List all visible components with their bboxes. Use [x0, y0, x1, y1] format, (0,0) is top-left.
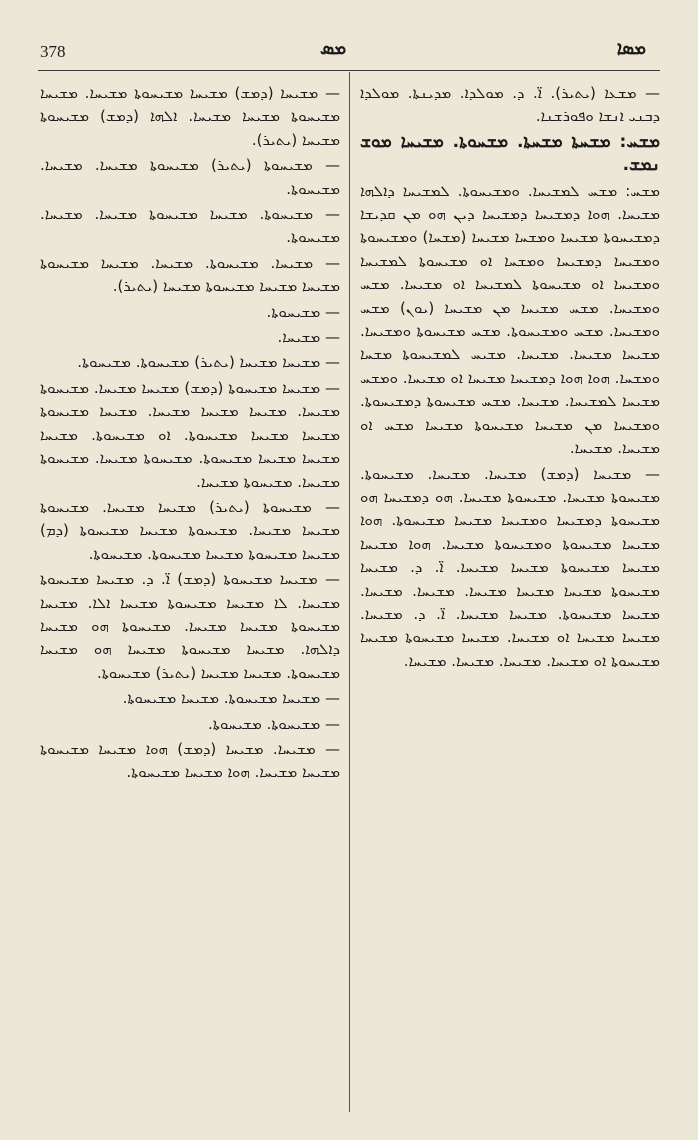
running-head-right: ܡܣܐ	[616, 38, 646, 59]
dictionary-entry: — ܡܫܝܚܐ ܡܫܝܚܘܬܐ (ܕܡܫ) ܡܫܝܚܐ ܡܫܝܚܐ. ܡܫܝܚܘܬܐ ܡܫܝܚܐ. ܡܫܝܚܐ ܡܫܝܚܐ ܡܫܝܚܐ. ܡܫܝܚܐ ܡܫܝܚܘܬܐ ܡܫܝܚܐ ܡܫܝܚܐ ܡܫܝܚܘܬܐ. ܐܘ ܡܫܝܚܘܬܐ. ܡܫܝܚܐ ܡܫܝܚܐ ܡܫܝܚܐ ܡܫܝܚܘܬܐ. ܡܫܝܚܘܬܐ ܡܫܝܚܐ. ܡܫܝܚܘܬܐ ܡܫܝܚܐ. ܡܫܝܚܘܬܐ ܡܫܝܚܐ.	[40, 378, 340, 491]
dictionary-entry: — ܡܫܝܚܘܬܐ. ܡܫܝܚܘܬܐ.	[208, 714, 340, 733]
dictionary-entry: ܡܫܚ: ܡܫܚܬܐ ܡܫܚܬܐ. ܡܫܚܘܬܐ. ܡܫܝܚܐ ܡܘܫ ܢܡܫ.	[360, 131, 660, 176]
dictionary-entry: — ܡܫܝܚܐ (ܕܡܫ) ܡܫܝܚܐ. ܡܫܝܚܐ. ܡܫܝܚܘܬܐ. ܡܫܝܚܘܬܐ ܡܫܝܚܐ. ܡܫܝܚܘܬܐ ܡܫܝܚܐ. ܗܘ ܕܡܫܝܚܐ ܗܘ ܡܫܝܚܘܬܐ ܕܡܫܝܚܐ ܘܡܫܝܚܐ ܡܫܝܚܐ ܡܫܝܚܘܬܐ. ܗܘܐ ܡܫܝܚܐ ܡܫܝܚܘܬܐ ܘܡܫܝܚܘܬܐ ܡܫܝܚܐ. ܗܘܐ ܡܫܝܚܐ ܡܫܝܚܐ ܡܫܝܚܘܬܐ ܡܫܝܚܐ ܡܫܝܚܐ. ܐ̈. ܕ. ܡܫܝܚܐ ܡܫܝܚܘܬܐ ܡܫܝܚܐ ܡܫܝܚܐ ܡܫܝܚܐ. ܡܫܝܚܐ. ܡܫܝܚܐ. ܡܫܝܚܐ ܡܫܝܚܘܬܐ. ܡܫܝܚܐ ܡܫܝܚܐ. ܐ̈. ܕ. ܡܫܝܚܐ. ܡܫܝܚܐ ܡܫܝܚܐ ܐܘ ܡܫܝܚܐ. ܡܫܝܚܐ ܡܫܝܚܘܬܐ ܡܫܝܚܐ ܡܫܝܚܘܬܐ ܐܘ ܡܫܝܚܐ. ܡܫܝܚܐ. ܡܫܝܚܐ. ܡܫܝܚܐ.	[360, 464, 660, 670]
header-rule	[38, 70, 660, 71]
left-column	[40, 82, 340, 787]
dictionary-entry: — ܡܫܝܚܘܬܐ. ܡܫܝܚܐ ܡܫܝܚܘܬܐ ܡܫܝܚܐ. ܡܫܝܚܐ. ܡܫܝܚܘܬܐ.	[40, 205, 340, 247]
column-divider	[349, 72, 350, 1112]
dictionary-entry: — ܡܫܝܚܐ. ܡܫܝܚܐ (ܕܡܫ) ܗܘܐ ܡܫܝܚܐ ܡܫܝܚܘܬܐ ܡܫܝܚܐ ܡܫܝܚܐ. ܗܘܐ ܡܫܝܚܐ ܡܫܝܚܘܬܐ.	[40, 739, 340, 782]
right-column	[360, 82, 660, 675]
dictionary-entry: — ܡܫܝܚܐ.	[277, 328, 340, 347]
dictionary-entry: — ܡܫܝܚܐ (ܕܡܫ) ܡܫܝܚܐ ܡܫܝܚܘܬܐ ܡܫܝܚܐ. ܡܫܝܚܐ ܡܫܝܚܘܬܐ ܡܫܝܚܐ ܡܫܝܚܐ. ܐܠܗܐ (ܕܡܫ) ܡܫܝܚܘܬܐ ܡܫܝܚܐ (ܝܬܝܪ).	[40, 84, 340, 149]
dictionary-entry: — ܡܫܝܚܘܬܐ (ܝܬܝܪ) ܡܫܝܚܐ ܡܫܝܚܐ. ܡܫܝܚܘܬܐ ܡܫܝܚܐ ܡܫܝܚܐ. ܡܫܝܚܘܬܐ ܡܫܝܚܐ ܡܫܝܚܘܬܐ (ܕܡ) ܡܫܝܚܐ ܡܫܝܚܘܬܐ ܡܫܝܚܐ ܡܫܝܚܘܬܐ. ܡܫܝܚܘܬܐ.	[40, 497, 340, 563]
dictionary-entry: — ܡܫܝܚܐ ܡܫܝܚܘܬܐ (ܕܡܫ) ܐ̈. ܕ. ܡܫܝܚܐ ܡܫܝܚܘܬܐ ܡܫܝܚܐ. ܠܐ ܡܫܝܚܐ ܡܫܝܚܘܬܐ ܡܫܝܚܐ ܐܠܐ. ܡܫܝܚܐ ܡܫܝܚܘܬܐ ܡܫܝܚܐ ܡܫܝܚܐ. ܡܫܝܚܘܬܐ ܗܘ ܡܫܝܚܐ ܕܐܠܗܐ. ܡܫܝܚܐ ܡܫܝܚܘܬܐ ܡܫܝܚܐ ܗܘ ܡܫܝܚܐ ܡܫܝܚܘܬܐ. ܡܫܝܚܐ ܡܫܝܚܐ (ܝܬܝܪ) ܡܫܝܚܘܬܐ.	[40, 570, 340, 682]
dictionary-entry: — ܡܫܝܚܘܬܐ.	[266, 302, 340, 321]
page-number: 378	[40, 42, 66, 61]
dictionary-entry: ܡܫܚ: ܡܫܚ ܠܡܫܝܚܐ. ܘܡܫܝܚܘܬܐ. ܠܡܫܝܚܐ ܕܐܠܗܐ ܡܫܝܚܐ. ܗܘܐ ܕܡܫܝܚܐ ܕܡܫܝܚܐ ܕܝܢ ܗܘ ܡܢ ܩܕܝܫܐ ܕܡܫܝܚܘܬܐ ܡܫܝܚܐ ܘܡܫܚܐ ܡܫܝܚܐ (ܡܫܚܐ) ܘܡܫܝܚܘܬܐ ܘܡܫܝܚܐ ܕܡܫܝܚܐ ܘܡܫܚܐ ܐܘ ܡܫܝܚܘܬܐ ܠܡܫܝܚܐ ܘܡܫܝܚܐ ܐܘ ܡܫܝܚܘܬܐ ܠܡܫܝܚܐ ܐܘ ܡܫܝܚܐ. ܡܫܚ ܘܡܫܝܚܐ. ܡܫܚ ܡܫܝܚܐ ܡܢ ܡܫܝܚܐ (ܝܘܢ) ܡܫܚ ܘܡܫܝܚܐ. ܡܫܚ ܘܡܫܝܚܘܬܐ. ܡܫܚ ܡܫܝܚܘܬܐ ܘܡܫܝܚܐ. ܡܫܝܚܐ ܡܫܝܚܐ. ܡܫܝܚܐ. ܡܫܝܚ ܠܡܫܝܚܘܬܐ ܡܫܚܐ ܘܡܫܚܐ. ܗܘܐ ܗܘܐ ܕܡܫܝܚܐ ܡܫܝܚܐ ܐܘ ܡܫܝܚܐ. ܘܡܫܚ ܡܫܝܚܐ ܠܡܫܝܚܐ. ܡܫܝܚܐ. ܡܫܚ ܡܫܝܚܘܬܐ ܕܡܫܝܚܘܬܐ. ܘܡܫܝܚܐ ܡܢ ܡܫܝܚܐ ܡܫܝܚܘܬܐ ܡܫܝܚܐ ܡܫܚ ܐܘ ܡܫܝܚܐ. ܡܫܝܚܐ.	[360, 181, 660, 458]
dictionary-entry: — ܡܫܝܚܘܬܐ (ܝܬܝܪ) ܡܫܝܚܘܬܐ ܡܫܝܚܐ. ܡܫܝܚܐ. ܡܫܝܚܘܬܐ.	[40, 156, 340, 198]
running-head-center: ܡܣ	[320, 38, 347, 59]
dictionary-entry: — ܡܫܝܚܐ ܡܫܝܚܐ (ܝܬܝܪ) ܡܫܝܚܘܬܐ. ܡܫܝܚܘܬܐ.	[77, 353, 340, 372]
dictionary-entry: — ܡܫܝܚܐ ܡܫܝܚܘܬܐ. ܡܫܝܚܐ ܡܫܝܚܘܬܐ.	[122, 689, 340, 708]
dictionary-entry: — ܡܫܝܚܐ. ܡܫܝܚܘܬܐ. ܡܫܝܚܐ. ܡܫܝܚܐ ܡܫܝܚܘܬܐ ܡܫܝܚܐ ܡܫܝܚܐ ܡܫܝܚܘܬܐ ܡܫܝܚܐ (ܝܬܝܪ).	[40, 253, 340, 296]
dictionary-entry: — ܡܫܥܐ (ܝܬܝܪ). ܐ̈. ܕ. ܡܘܠܕܐ. ܡܕܝܢܬܐ. ܡܘܠܕܐ ܕܒܢܝ ܐܢܫܐ ܘܦܘܪܫܢܐ.	[360, 84, 660, 126]
